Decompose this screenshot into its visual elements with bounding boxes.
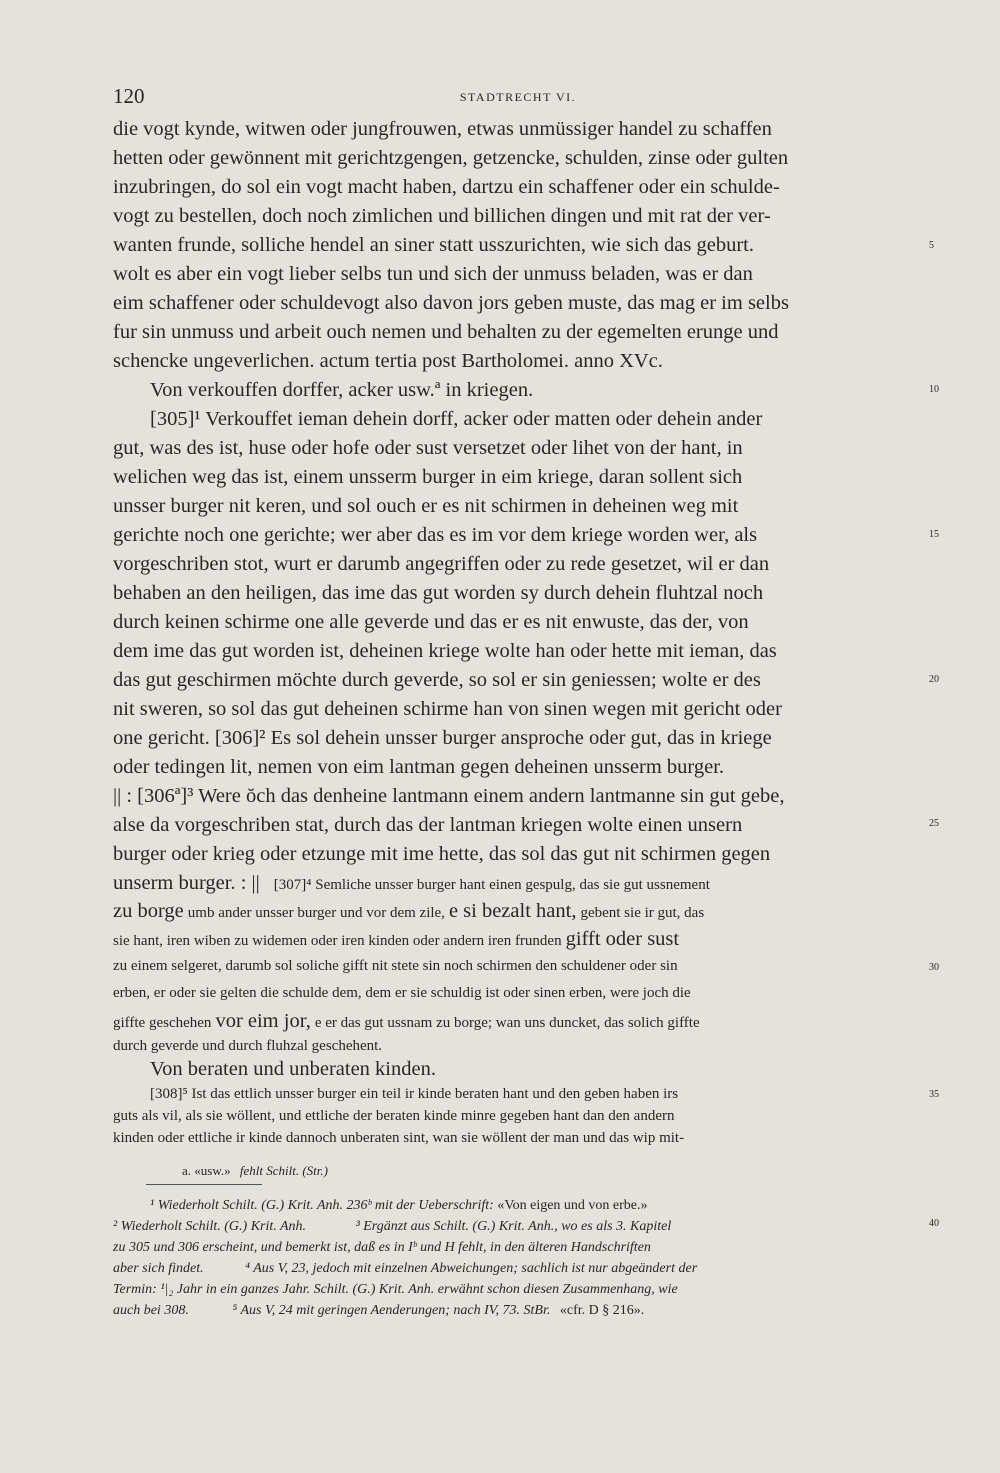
text-note-label: a. «usw.» (182, 1163, 231, 1178)
body-line: burger oder krieg oder etzunge mit ime hette, das sol das gut nit schirmen gegen (113, 843, 771, 865)
footnote-fragment: aber sich findet. (113, 1261, 204, 1276)
footnote-line: zu 305 und 306 erscheint, und bemerkt ist, daß es in Iᵇ und H fehlt, in den älteren Handschriften (113, 1240, 651, 1255)
body-line-mixed (113, 872, 710, 895)
footnote-fragment: «cfr. D § 216». (559, 1303, 645, 1318)
small-fragment: giffte geschehen (113, 1015, 212, 1031)
body-line: fur sin unmuss und arbeit ouch nemen und behalten zu der egemelten erunge und (113, 321, 779, 343)
line-number: 20 (929, 674, 939, 685)
body-line-fragment: unserm burger. : || (113, 872, 260, 894)
line-number: 10 (929, 384, 939, 395)
small-line (113, 1010, 700, 1033)
footnote-rule (146, 1184, 262, 1185)
body-line: gerichte noch one gerichte; wer aber das es im vor dem kriege worden wer, als (113, 524, 758, 546)
body-line: [305]¹ Verkouffet ieman dehein dorff, acker oder matten oder dehein ander (150, 408, 763, 430)
large-fragment: zu borge (113, 900, 184, 922)
small-fragment: umb ander unsser burger und vor dem zile, (187, 905, 445, 921)
small-fragment: sie hant, iren wiben zu widemen oder iren kinden oder andern iren frunden (113, 933, 562, 949)
large-fragment: e si bezalt hant, (448, 900, 577, 922)
large-fragment: vor eim jor, (215, 1010, 311, 1032)
small-line: guts als vil, als sie wöllent, und ettliche der beraten kinde minre gegeben hant dan den andern (113, 1108, 675, 1124)
large-fragment: gifft oder sust (565, 928, 680, 950)
body-line: welichen weg das ist, einem unsserm burger in eim kriege, daran sollent sich (113, 466, 743, 488)
body-line: gut, was des ist, huse oder hofe oder sust versetzet oder lihet von der hant, in (113, 437, 743, 459)
small-text-fragment: [307]⁴ Semliche unsser burger hant einen gespulg, das sie gut ussnement (273, 877, 710, 893)
footnote (113, 1261, 697, 1277)
small-line (113, 928, 679, 951)
small-fragment: e er das gut ussnam zu borge; wan uns duncket, das solich giffte (314, 1015, 700, 1031)
text-note (182, 1163, 328, 1179)
small-line: [308]⁵ Ist das ettlich unsser burger ein teil ir kinde beraten hant und den geben haben irs (150, 1086, 679, 1102)
small-fragment: gebent sie ir gut, das (580, 905, 705, 921)
small-line (113, 900, 704, 923)
footnote-fragment: ² Wiederholt Schilt. (G.) Krit. Anh. (113, 1219, 307, 1234)
body-line: hetten oder gewönnent mit gerichtzgengen, getzencke, schulden, zinse oder gulten (113, 147, 789, 169)
body-line: inzubringen, do sol ein vogt macht haben, dartzu ein schaffener oder ein schulde- (113, 176, 780, 198)
small-line: zu einem selgeret, darumb sol soliche gifft nit stete sin noch schirmen den schuldener oder sin (113, 958, 678, 974)
body-line: unsser burger nit keren, und sol ouch er es nit schirmen in deheinen weg mit (113, 495, 739, 517)
footnote (113, 1303, 644, 1319)
footnote-fragment: ¹ Wiederholt Schilt. (G.) Krit. Anh. 236ᵇ mit der Ueberschrift: (150, 1198, 494, 1213)
footnote-fragment: «Von eigen und von erbe.» (497, 1198, 648, 1213)
body-line: eim schaffener oder schuldevogt also davon jors geben muste, das mag er im selbs (113, 292, 789, 314)
line-number: 40 (929, 1218, 939, 1229)
body-line: wanten frunde, solliche hendel an siner statt usszurichten, wie sich das geburt. (113, 234, 755, 256)
body-line: oder tedingen lit, nemen von eim lantman gegen deheinen unsserm burger. (113, 756, 725, 778)
body-line: wolt es aber ein vogt lieber selbs tun und sich der unmuss beladen, was er dan (113, 263, 753, 285)
footnote-fragment: ⁴ Aus V, 23, jedoch mit einzelnen Abweichungen; sachlich ist nur abgeändert der (245, 1261, 698, 1276)
body-line: one gericht. [306]² Es sol dehein unsser burger ansproche oder gut, das in kriege (113, 727, 772, 749)
small-line: erben, er oder sie gelten die schulde dem, dem er sie schuldig ist oder sinen erben, were joch die (113, 985, 691, 1001)
line-number: 30 (929, 962, 939, 973)
footnote (150, 1198, 648, 1214)
section-heading: Von beraten und unberaten kinden. (150, 1058, 436, 1080)
line-number: 15 (929, 529, 939, 540)
body-line: vogt zu bestellen, doch noch zimlichen und billichen dingen und mit rat der ver- (113, 205, 771, 227)
body-line: alse da vorgeschriben stat, durch das der lantman kriegen wolte einen unsern (113, 814, 743, 836)
footnote-fragment: ³ Ergänzt aus Schilt. (G.) Krit. Anh., wo es als 3. Kapitel (355, 1219, 672, 1234)
page-number: 120 (113, 84, 145, 108)
line-number: 5 (929, 240, 934, 251)
small-line: durch geverde und durch fluhzal geschehent. (113, 1038, 383, 1054)
footnote-fragment: auch bei 308. (113, 1303, 189, 1318)
body-line: vorgeschriben stot, wurt er darumb angegriffen oder zu rede gesetzet, wil er dan (113, 553, 770, 575)
section-heading: Von verkouffen dorffer, acker usw.ª in kriegen. (150, 379, 534, 401)
line-number: 25 (929, 818, 939, 829)
body-line: nit sweren, so sol das gut deheinen schirme han von sinen wegen mit gericht oder (113, 698, 782, 720)
line-number: 35 (929, 1089, 939, 1100)
body-line: die vogt kynde, witwen oder jungfrouwen, etwas unmüssiger handel zu schaffen (113, 118, 772, 140)
text-note-body: fehlt Schilt. (Str.) (239, 1163, 328, 1178)
body-line: das gut geschirmen möchte durch geverde, so sol er sin geniessen; wolte er des (113, 669, 761, 691)
body-line: schencke ungeverlichen. actum tertia post Bartholomei. anno XVc. (113, 350, 663, 372)
body-line: || : [306ª]³ Were ŏch das denheine lantmann einem andern lantmanne sin gut gebe, (113, 785, 785, 807)
body-line: dem ime das gut worden ist, deheinen kriege wolte han oder hette mit ieman, das (113, 640, 777, 662)
body-line: durch keinen schirme one alle geverde und das er es nit enwuste, das der, von (113, 611, 749, 633)
footnote-line: Termin: ¹|₂ Jahr in ein ganzes Jahr. Schilt. (G.) Krit. Anh. erwähnt schon diesen Zusammenhang, wie (113, 1282, 678, 1297)
running-head: STADTRECHT VI. (459, 90, 577, 104)
footnote-fragment: ⁵ Aus V, 24 mit geringen Aenderungen; nach IV, 73. StBr. (232, 1303, 551, 1318)
body-line: behaben an den heiligen, das ime das gut worden sy durch dehein fluhtzal noch (113, 582, 764, 604)
page-header (113, 84, 923, 114)
footnote (113, 1219, 671, 1235)
small-line: kinden oder ettliche ir kinde dannoch unberaten sint, wan sie wöllent der man und das wip mit- (113, 1130, 685, 1146)
